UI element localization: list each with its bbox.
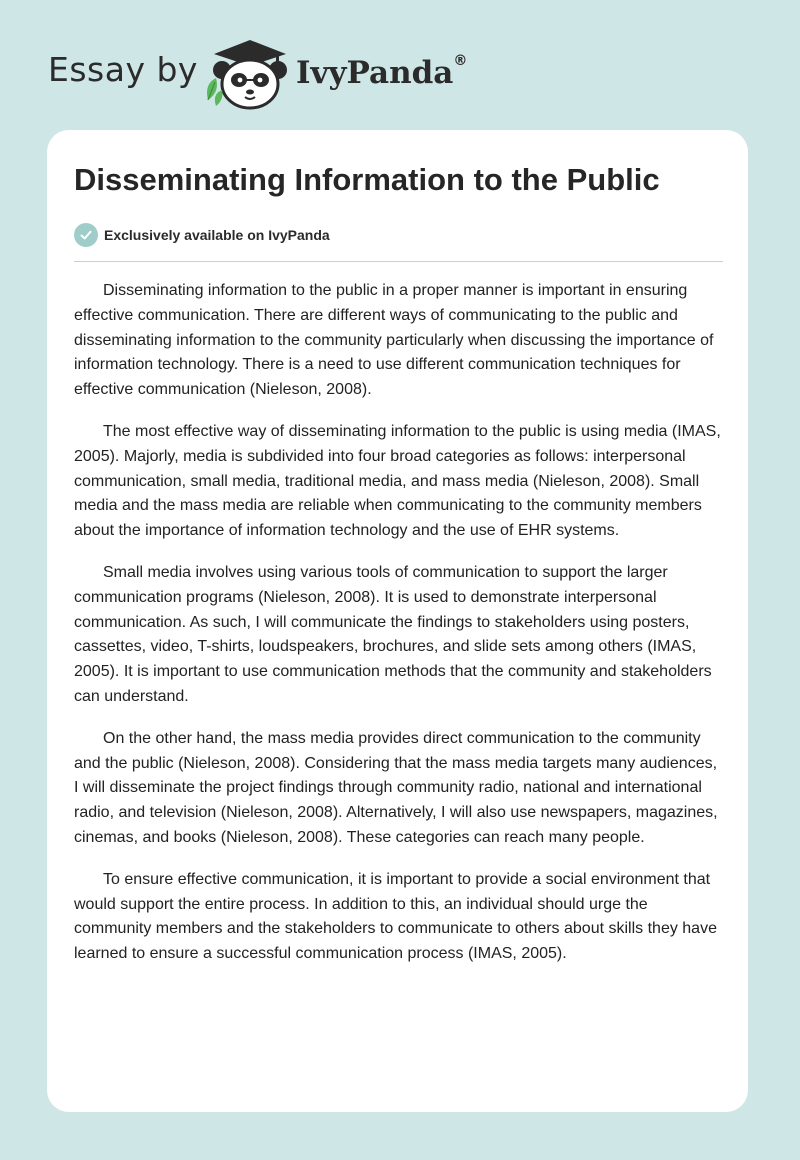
exclusive-badge-text: Exclusively available on IvyPanda — [104, 227, 330, 243]
registered-mark: ® — [453, 53, 468, 69]
paragraph: On the other hand, the mass media provides direct communication to the community and the public (Nieleson, 2008). Considering that the mass media targets many audiences, I will disseminate the project findings through community radio, national and international radio, and television (Nieleson, 2008). Alternatively, I will also use newspapers, magazines, cinemas, and books (Nieleson, 2008). These categories can reach many people. — [74, 729, 718, 846]
paragraph: The most effective way of disseminating information to the public is using media (IMAS, 2005). Majorly, media is subdivided into four broad categories as follows: interpersonal communication, small media, traditional media, and mass media (Nieleson, 2008). Small media and the mass media are reliable when communicating to the community members about the importance of information technology and the use of EHR systems. — [74, 422, 721, 540]
check-circle-icon — [74, 223, 98, 247]
exclusive-badge — [74, 223, 330, 247]
paragraph: To ensure effective communication, it is important to provide a social environment that would support the entire process. In addition to this, an individual should urge the community members and the stakeholders to communicate to others about skills they have learned to ensure a successful communication process (IMAS, 2005). — [74, 870, 717, 963]
essay-by-label: Essay by — [48, 50, 198, 89]
article-title: Disseminating Information to the Public — [74, 162, 660, 197]
brand-name-text: IvyPanda — [296, 55, 454, 91]
title-divider — [74, 261, 723, 262]
paragraph: Disseminating information to the public in a proper manner is important in ensuring effective communication. There are different ways of communicating to the public and disseminating information to the community particularly when discussing the importance of information technology. There is a need to use different communication techniques for effective communication (Nieleson, 2008). — [74, 282, 714, 399]
panda-logo-icon[interactable] — [202, 36, 292, 112]
article-body — [74, 279, 725, 984]
brand-name[interactable] — [296, 55, 467, 91]
article-card — [47, 130, 748, 1112]
site-header — [0, 0, 800, 130]
paragraph: Small media involves using various tools of communication to support the larger communication programs (Nieleson, 2008). It is used to demonstrate interpersonal communication. As such, I will communicate the findings to stakeholders using posters, cassettes, video, T-shirts, loudspeakers, brochures, and slide sets among others (IMAS, 2005). It is important to use communication methods that the community and stakeholders can understand. — [74, 563, 712, 705]
